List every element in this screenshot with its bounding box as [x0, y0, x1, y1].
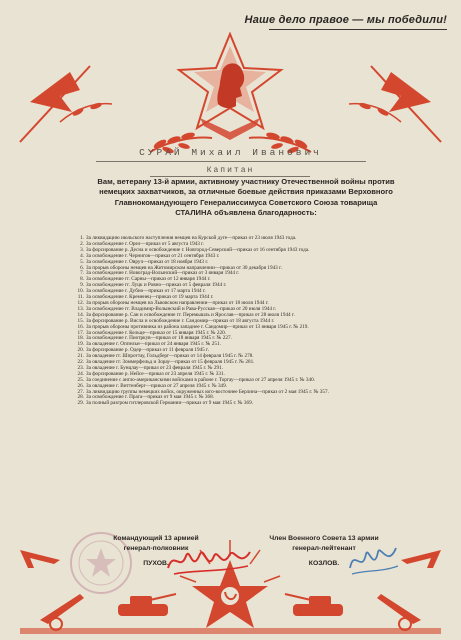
- signer-name: КОЗЛОВ.: [308, 560, 340, 567]
- intro-text: Вам, ветерану 13-й армии, активному участнику Отечественной войны против немецких захватчиков, за отличные боевые действия приказами Верховного Главнокомандующего Генералиссимуса Советского Союза товарища СТАЛИНА объявлена благодарность:: [97, 177, 395, 218]
- item-text: За форсирование р. Десна и освобождение г. Новгород-Северский—приказ от 16 сентября 1943 года.: [86, 246, 310, 253]
- item-number: 12.: [77, 299, 84, 306]
- item-text: За освобождение гг. Луцк и Ровно—приказ от 5 февраля 1944 г.: [86, 282, 227, 289]
- item-text: За полный разгром гитлеровской Германии—приказ от 9 мая 1945 г. № 369.: [86, 400, 253, 407]
- item-text: За овладение гг. Зоммерфельд и Зорау—приказ от 15 февраля 1945 г. № 281.: [86, 359, 255, 366]
- item-text: За форсирование р. Одер—приказ от 11 февраля 1945 г.: [86, 347, 209, 354]
- motto: Наше дело правое — мы победили!: [244, 14, 447, 26]
- item-text: За форсирование р. Нейсе—приказ от 23 апреля 1945 г. № 331.: [86, 370, 225, 377]
- item-number: 22.: [77, 359, 84, 366]
- item-number: 26.: [77, 382, 84, 389]
- item-number: 20.: [77, 347, 84, 354]
- plane-icon: [20, 550, 60, 568]
- signer-rank: генерал-полковник: [123, 544, 189, 552]
- item-number: 10.: [77, 288, 84, 295]
- item-text: За форсирование р. Висла и освобождение г. Сандомир—приказ от 18 августа 1944 г.: [86, 317, 275, 324]
- item-number: 5.: [80, 258, 84, 265]
- item-number: 6.: [80, 264, 84, 271]
- item-text: За прорыв обороны немцев на Львовском направлении—приказ от 18 июля 1944 г.: [86, 299, 269, 306]
- item-number: 21.: [77, 353, 84, 360]
- item-number: 2.: [80, 240, 84, 247]
- recipient-underline: [96, 161, 366, 162]
- item-number: 1.: [80, 235, 84, 241]
- item-number: 15.: [77, 317, 84, 324]
- item-number: 28.: [77, 394, 84, 401]
- item-text: За освобождение г. Прага—приказ от 9 мая 1945 г. № 368.: [86, 394, 214, 401]
- item-text: За прорыв обороны немцев на Житомирском направлении—приказ от 30 декабря 1943 г.: [86, 264, 282, 271]
- commendation-list: [76, 236, 406, 407]
- item-text: За освобождение г. Новоград-Волынский—приказ от 3 января 1944 г.: [86, 270, 240, 277]
- item-text: За освобождение г. Дубно—приказ от 17 марта 1944 г.: [86, 288, 206, 295]
- item-number: 29.: [77, 400, 84, 407]
- right-banner-icon: [381, 72, 431, 112]
- item-text: За освобождение г. Чернигов—приказ от 21 сентября 1943 г.: [86, 252, 220, 259]
- item-number: 8.: [80, 276, 84, 283]
- item-number: 3.: [80, 246, 84, 253]
- item-text: За освобождение г. Овруч—приказ от 18 ноября 1943 г.: [86, 258, 209, 265]
- item-number: 9.: [80, 282, 84, 289]
- handwritten-signature-red: [164, 542, 256, 582]
- item-number: 16.: [77, 323, 84, 330]
- item-number: 13.: [77, 305, 84, 312]
- item-text: За освобождение г. Кельце—приказ от 15 января 1945 г. № 220.: [86, 329, 226, 336]
- handwritten-signature-blue: [344, 538, 402, 580]
- item-number: 11.: [77, 294, 84, 301]
- item-number: 18.: [77, 335, 84, 342]
- item-text: За овладение г. Виттенберг—приказ от 27 апреля 1945 г. № 349.: [86, 382, 228, 389]
- signer-title: Член Военного Совета 13 армии: [269, 535, 379, 542]
- item-text: За овладение гг. Шпроттау, Гольдберг—приказ от 14 февраля 1945 г. № 278.: [86, 353, 254, 360]
- signer-title: Командующий 13 армией: [113, 535, 199, 542]
- item-text: За овладение г. Бунцлау—приказ от 23 февраля 1945 г. № 291.: [86, 364, 223, 371]
- item-text: За освобождение г. Кременец—приказ от 19 марта 1944 г.: [86, 294, 214, 301]
- tank-icon: [118, 604, 168, 616]
- list-item: [76, 401, 406, 407]
- item-text: За соединение с англо-американскими войсками в районе г. Торгау—приказ от 27 апреля 1945 г. № 340.: [86, 376, 315, 383]
- artillery-icon: [40, 594, 84, 624]
- signer-rank: генерал-лейтенант: [292, 544, 356, 552]
- item-text: За освобождение гг. Сарны—приказ от 12 января 1944 г.: [86, 276, 211, 283]
- item-text: За форсирование р. Сан и освобождение гг. Перемышль и Ярослав—приказ от 28 июля 1944 г.: [86, 311, 295, 318]
- signer-name: ПУХОВ.: [143, 560, 169, 567]
- item-number: 17.: [77, 329, 84, 336]
- item-number: 23.: [77, 364, 84, 371]
- item-number: 7.: [80, 270, 84, 277]
- item-text: За освобождение гг. Владимир-Волынский и Рава-Русская—приказ от 20 июля 1944 г.: [86, 305, 277, 312]
- plane-icon: [401, 550, 441, 568]
- motto-underline: [269, 29, 447, 30]
- item-text: За ликвидацию группы немецких войск, окруженных юго-восточнее Берлина—приказ от 2 мая 1945 г. № 357.: [86, 388, 329, 395]
- item-text: За освобождение г. Орел—приказ от 5 августа 1943 г.: [86, 240, 204, 247]
- recipient-rank: Капитан: [206, 166, 255, 175]
- left-banner-icon: [30, 72, 80, 112]
- top-emblem: [0, 32, 461, 162]
- item-number: 25.: [77, 376, 84, 383]
- tank-icon: [293, 604, 343, 616]
- item-text: За прорыв обороны противника из района западнее г. Сандомир—приказ от 13 января 1945 г. № 219.: [86, 323, 309, 330]
- item-number: 4.: [80, 252, 84, 259]
- item-number: 24.: [77, 370, 84, 377]
- item-text: За освобождение г. Пиотркув—приказ от 18 января 1945 г. № 227.: [86, 335, 232, 342]
- item-number: 27.: [77, 388, 84, 395]
- item-text: За овладение г. Оппельн—приказ от 24 января 1945 г. № 251.: [86, 341, 221, 348]
- recipient-name: СУРАЙ Михаил Иванович: [139, 147, 322, 158]
- item-number: 19.: [77, 341, 84, 348]
- artillery-icon: [377, 594, 421, 624]
- item-number: 14.: [77, 311, 84, 318]
- item-text: За ликвидацию июльского наступления немцев на Курской дуге—приказ от 23 июля 1943 года.: [86, 235, 297, 241]
